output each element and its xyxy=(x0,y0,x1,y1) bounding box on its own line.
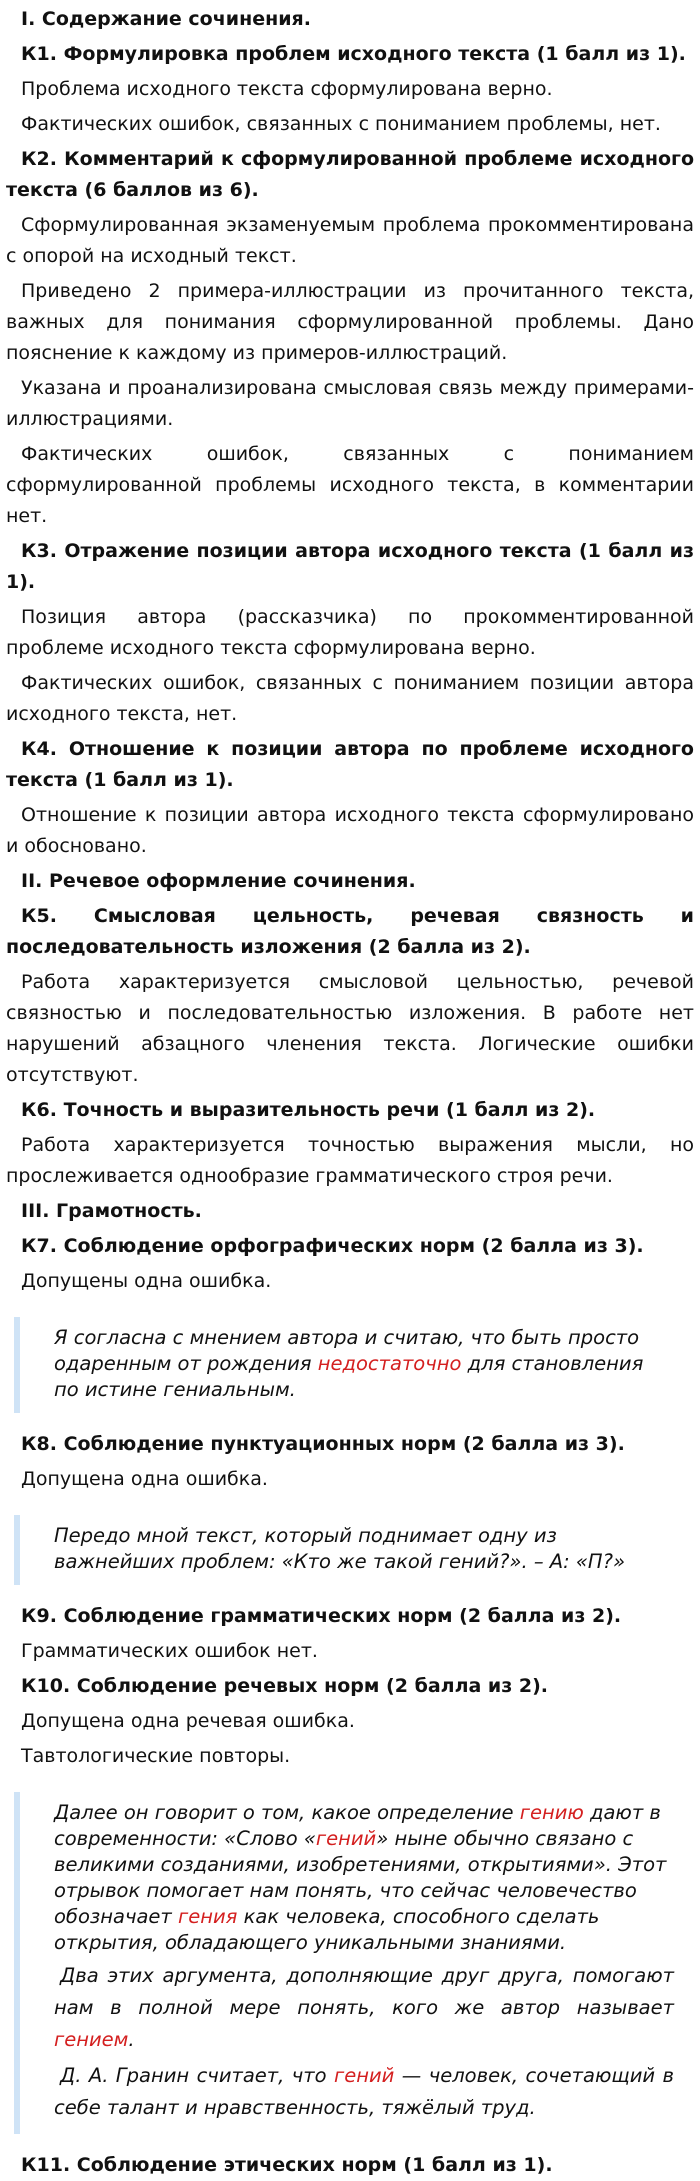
k10-quote xyxy=(14,1792,694,2134)
k8-quote-text: Передо мной текст, который поднимает одну из важнейших проблем: «Кто же такой гений?». – А: «П?» xyxy=(54,1524,625,1573)
quote-fragment: » ныне обычно связано с великими созданиями, изобретениями, открытиями». Этот отрывок помогает нам понять, что сейчас человечество обозначает xyxy=(54,1827,667,1928)
k7-text-1: Допущены одна ошибка. xyxy=(21,1270,272,1292)
k1-text-1: Проблема исходного текста сформулирована верно. xyxy=(21,78,553,100)
k1-text-2: Фактических ошибок, связанных с пониманием проблемы, нет. xyxy=(21,113,661,135)
k3-text-1: Позиция автора (рассказчика) по прокомментированной проблеме исходного текста сформулирована верно. xyxy=(6,606,694,659)
error-highlight: недостаточно xyxy=(317,1352,462,1375)
quote-fragment: дают в современности: «Слово « xyxy=(54,1801,661,1850)
k6-text-1: Работа характеризуется точностью выражения мысли, но прослеживается однообразие грамматического строя речи. xyxy=(6,1134,694,1187)
quote-fragment: Далее он говорит о том, какое определение xyxy=(54,1801,520,1824)
error-highlight: гений xyxy=(334,2064,395,2087)
k10-text-2: Тавтологические повторы. xyxy=(21,1745,291,1767)
error-highlight: гений xyxy=(315,1827,377,1850)
criterion-k10-title: К10. Соблюдение речевых норм (2 балла из 2). xyxy=(21,1675,549,1697)
k2-text-3: Указана и проанализирована смысловая связь между примерами-иллюстрациями. xyxy=(6,377,694,430)
section-title-literacy: III. Грамотность. xyxy=(21,1200,202,1222)
k8-text-1: Допущена одна ошибка. xyxy=(21,1468,268,1490)
quote-fragment: Д. А. Гранин считает, что xyxy=(60,2064,335,2087)
k10-text-1: Допущена одна речевая ошибка. xyxy=(21,1710,355,1732)
k4-text-1: Отношение к позиции автора исходного текста сформулировано и обосновано. xyxy=(6,804,694,857)
k9-text-1: Грамматических ошибок нет. xyxy=(21,1640,318,1662)
criterion-k3-title: К3. Отражение позиции автора исходного текста (1 балл из 1). xyxy=(6,540,694,593)
section-title-content: I. Содержание сочинения. xyxy=(21,8,311,30)
criterion-k6-title: К6. Точность и выразительность речи (1 балл из 2). xyxy=(21,1099,596,1121)
criterion-k2-title: К2. Комментарий к сформулированной проблеме исходного текста (6 баллов из 6). xyxy=(6,148,694,201)
criterion-k1-title: К1. Формулировка проблем исходного текста (1 балл из 1). xyxy=(21,43,686,65)
k10-quote-paragraph-1 xyxy=(54,1800,674,1956)
criterion-k11-title: К11. Соблюдение этических норм (1 балл из 1). xyxy=(21,2154,553,2176)
quote-fragment: как человека, способного сделать открытия, обладающего уникальными знаниями. xyxy=(54,1905,600,1954)
quote-fragment: для становления по истине гениальным. xyxy=(54,1352,644,1401)
quote-fragment: — человек, сочетающий в себе талант и нравственность, тяжёлый труд. xyxy=(54,2064,674,2119)
criterion-k8-title: К8. Соблюдение пунктуационных норм (2 балла из 3). xyxy=(21,1433,625,1455)
k10-quote-paragraph-2 xyxy=(54,1960,674,2056)
k3-text-2: Фактических ошибок, связанных с пониманием позиции автора исходного текста, нет. xyxy=(6,672,694,725)
criterion-k7-title: К7. Соблюдение орфографических норм (2 балла из 3). xyxy=(21,1235,644,1257)
k2-text-2: Приведено 2 примера-иллюстрации из прочитанного текста, важных для понимания сформулированной проблемы. Дано пояснение к каждому из примеров-иллюстраций. xyxy=(6,280,694,364)
error-highlight: гением xyxy=(54,2028,129,2051)
criterion-k5-title: К5. Смысловая цельность, речевая связность и последовательность изложения (2 балла из 2). xyxy=(6,905,694,958)
quote-fragment: Я согласна с мнением автора и считаю, что быть просто одаренным от рождения xyxy=(54,1326,640,1375)
k8-quote xyxy=(14,1515,694,1585)
quote-fragment: . xyxy=(128,2028,135,2051)
criterion-k9-title: К9. Соблюдение грамматических норм (2 балла из 2). xyxy=(21,1605,622,1627)
criterion-k4-title: К4. Отношение к позиции автора по проблеме исходного текста (1 балл из 1). xyxy=(6,738,694,791)
k2-text-4: Фактических ошибок, связанных с пониманием сформулированной проблемы исходного текста, в комментарии нет. xyxy=(6,443,694,527)
k10-quote-paragraph-3 xyxy=(54,2060,674,2124)
section-title-speech: II. Речевое оформление сочинения. xyxy=(21,870,416,892)
error-highlight: гению xyxy=(519,1801,584,1824)
k7-quote xyxy=(14,1317,694,1413)
error-highlight: гения xyxy=(177,1905,238,1928)
k5-text-1: Работа характеризуется смысловой цельностью, речевой связностью и последовательностью изложения. В работе нет нарушений абзацного членения текста. Логические ошибки отсутствуют. xyxy=(6,971,694,1086)
k2-text-1: Сформулированная экзаменуемым проблема прокомментирована с опорой на исходный текст. xyxy=(6,214,694,267)
k7-quote-text xyxy=(54,1325,674,1403)
quote-fragment: Два этих аргумента, дополняющие друг друга, помогают нам в полной мере понять, кого же автор называет xyxy=(54,1964,674,2019)
